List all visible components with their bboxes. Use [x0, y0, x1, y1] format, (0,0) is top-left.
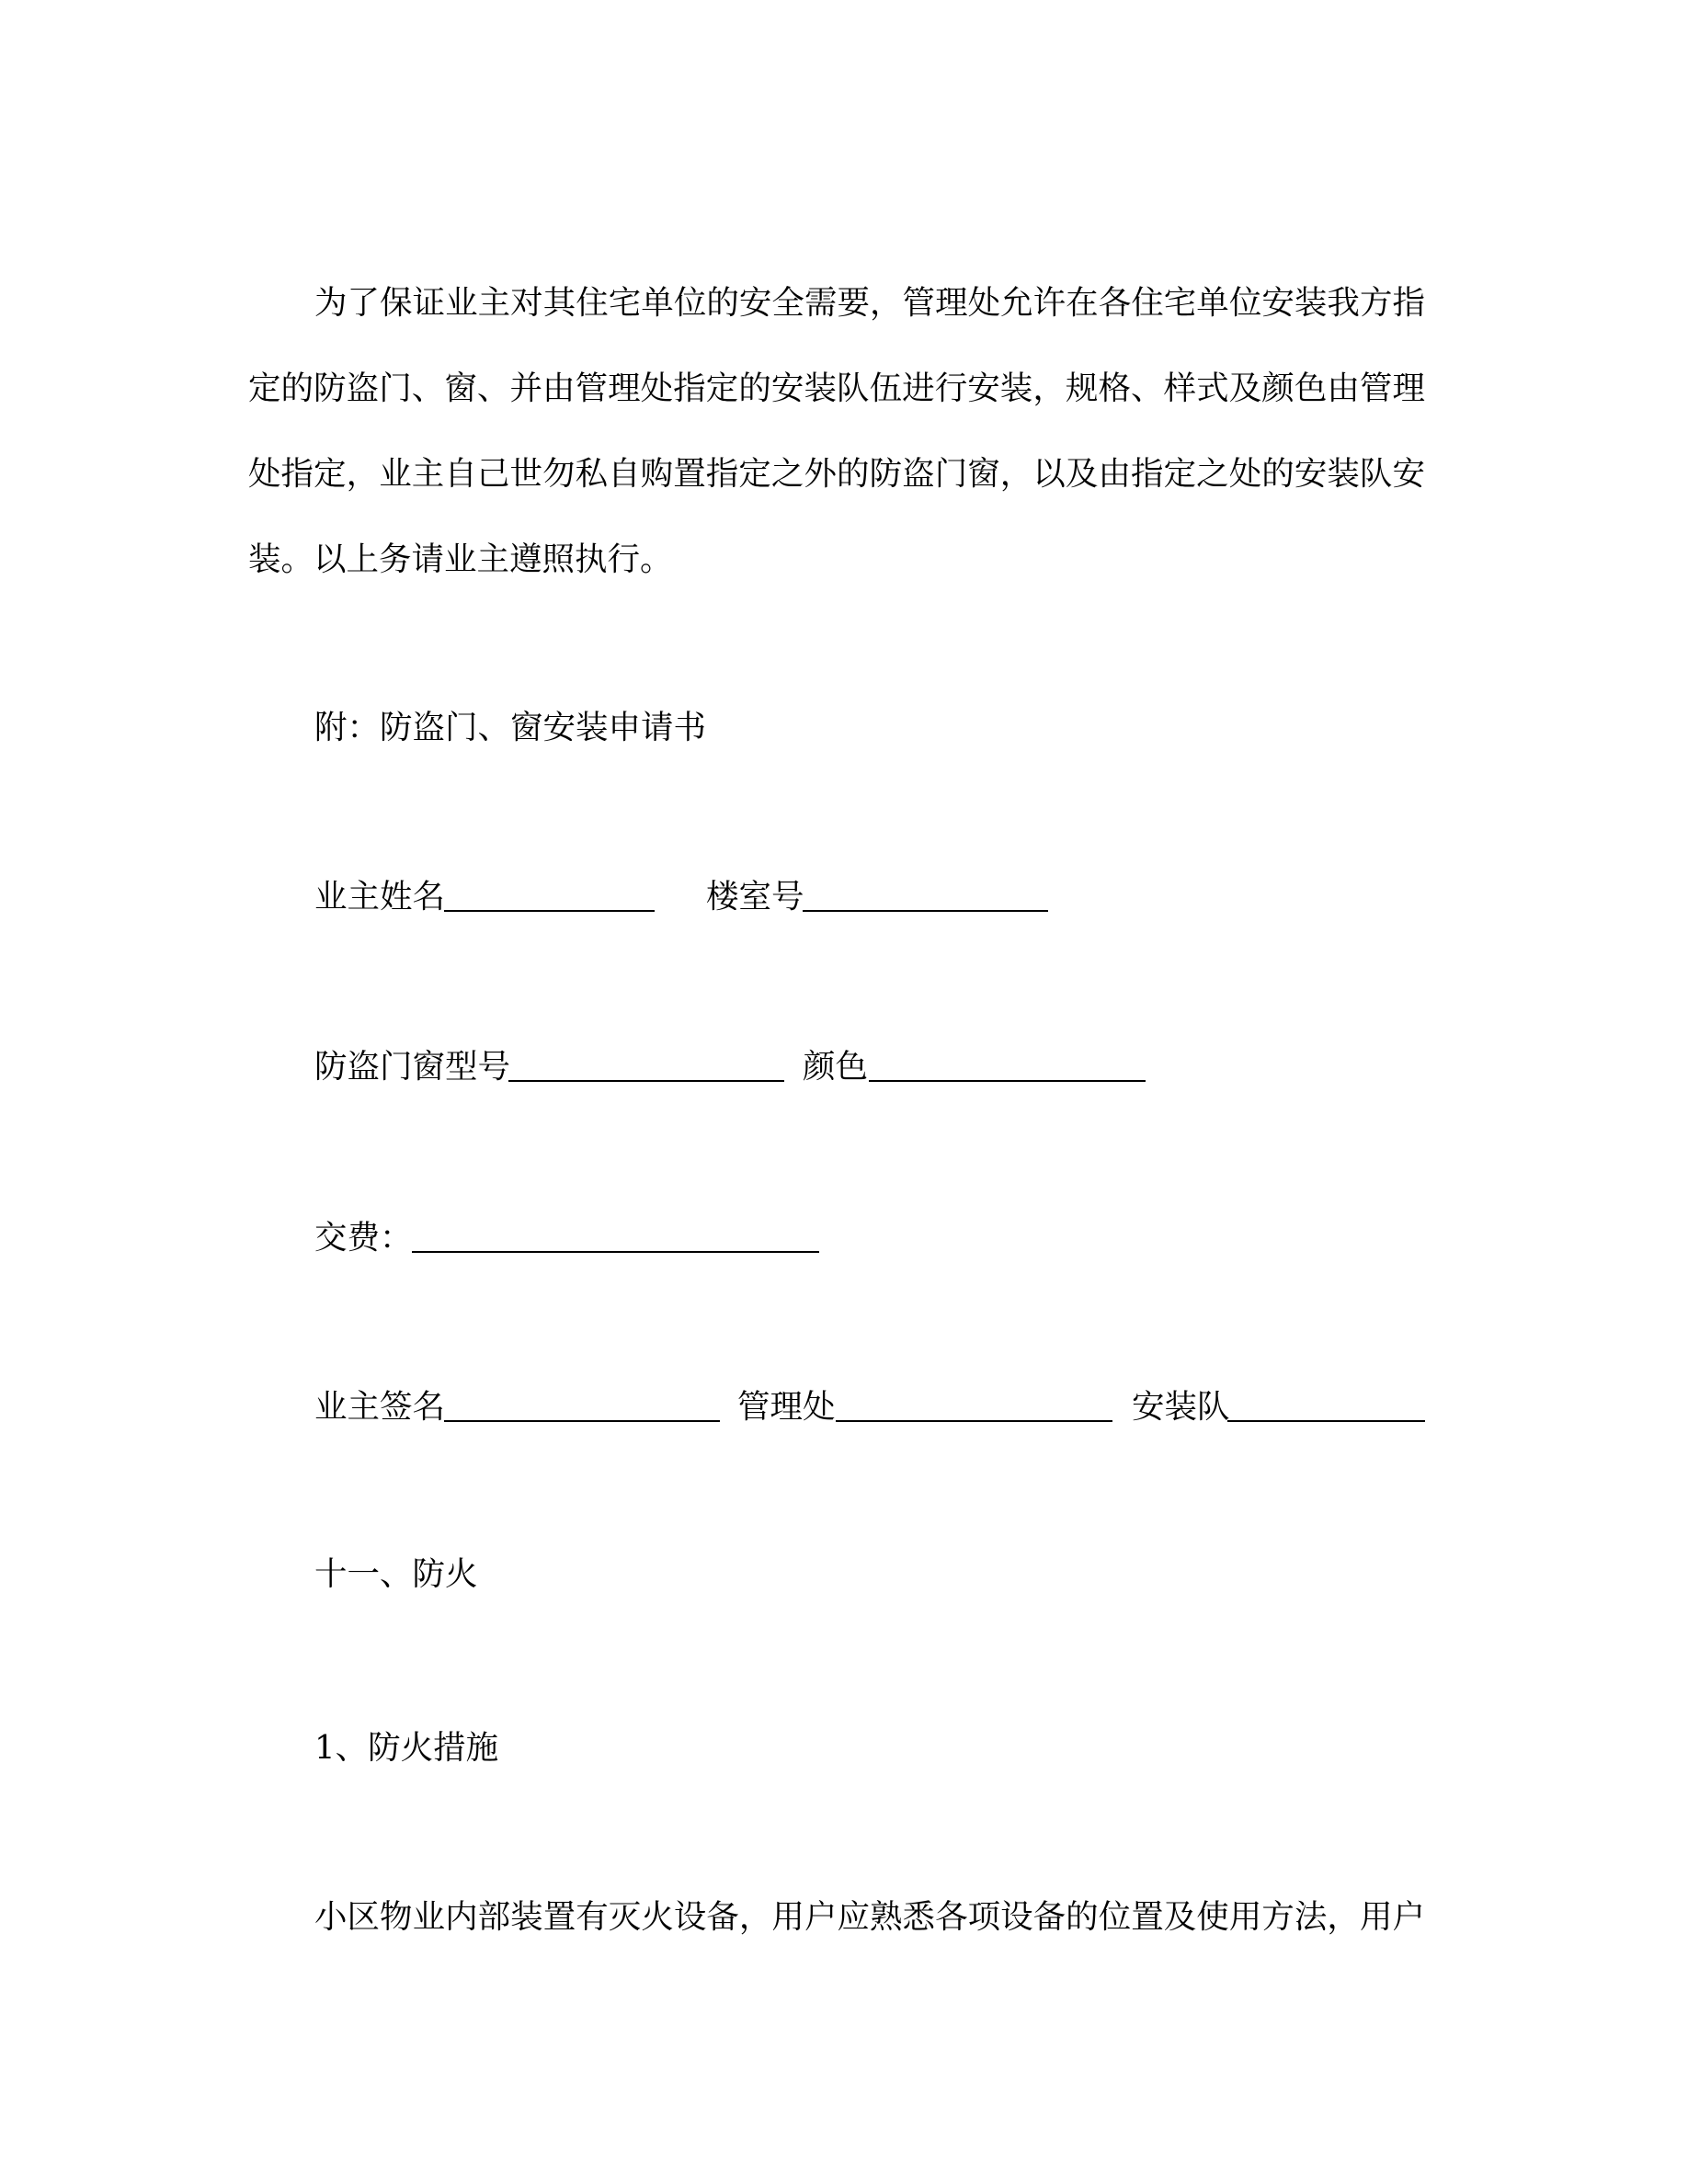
model-label: 防盗门窗型号 — [314, 1048, 511, 1086]
install-team-sign-field[interactable] — [1227, 1420, 1425, 1422]
management-sign-field[interactable] — [836, 1420, 1112, 1422]
paragraph-line: 定的防盗门、窗、并由管理处指定的安装队伍进行安装，规格、样式及颜色由管理 — [248, 370, 1425, 407]
paragraph-line: 小区物业内部装置有灭火设备，用户应熟悉各项设备的位置及使用方法，用户 — [314, 1898, 1425, 1936]
fee-label: 交费： — [314, 1219, 413, 1257]
subsection-heading: 1、防火措施 — [314, 1729, 499, 1767]
color-field[interactable] — [869, 1080, 1146, 1082]
model-field[interactable] — [508, 1080, 784, 1082]
paragraph-line: 处指定，业主自己世勿私自购置指定之外的防盗门窗，以及由指定之处的安装队安 — [248, 455, 1425, 493]
paragraph-line: 为了保证业主对其住宅单位的安全需要，管理处允许在各住宅单位安装我方指 — [314, 284, 1425, 322]
room-no-label: 楼室号 — [706, 878, 804, 916]
fee-field[interactable] — [412, 1251, 819, 1253]
color-label: 颜色 — [803, 1048, 869, 1086]
room-no-field[interactable] — [803, 910, 1048, 912]
install-team-label: 安装队 — [1132, 1388, 1230, 1426]
management-label: 管理处 — [737, 1388, 836, 1426]
appendix-title: 附：防盗门、窗安装申请书 — [314, 709, 707, 746]
paragraph-line: 装。以上务请业主遵照执行。 — [248, 540, 673, 578]
section-heading: 十一、防火 — [314, 1555, 478, 1593]
owner-sign-label: 业主签名 — [314, 1388, 446, 1426]
owner-name-field[interactable] — [444, 910, 655, 912]
owner-name-label: 业主姓名 — [314, 878, 446, 916]
owner-sign-field[interactable] — [444, 1420, 720, 1422]
